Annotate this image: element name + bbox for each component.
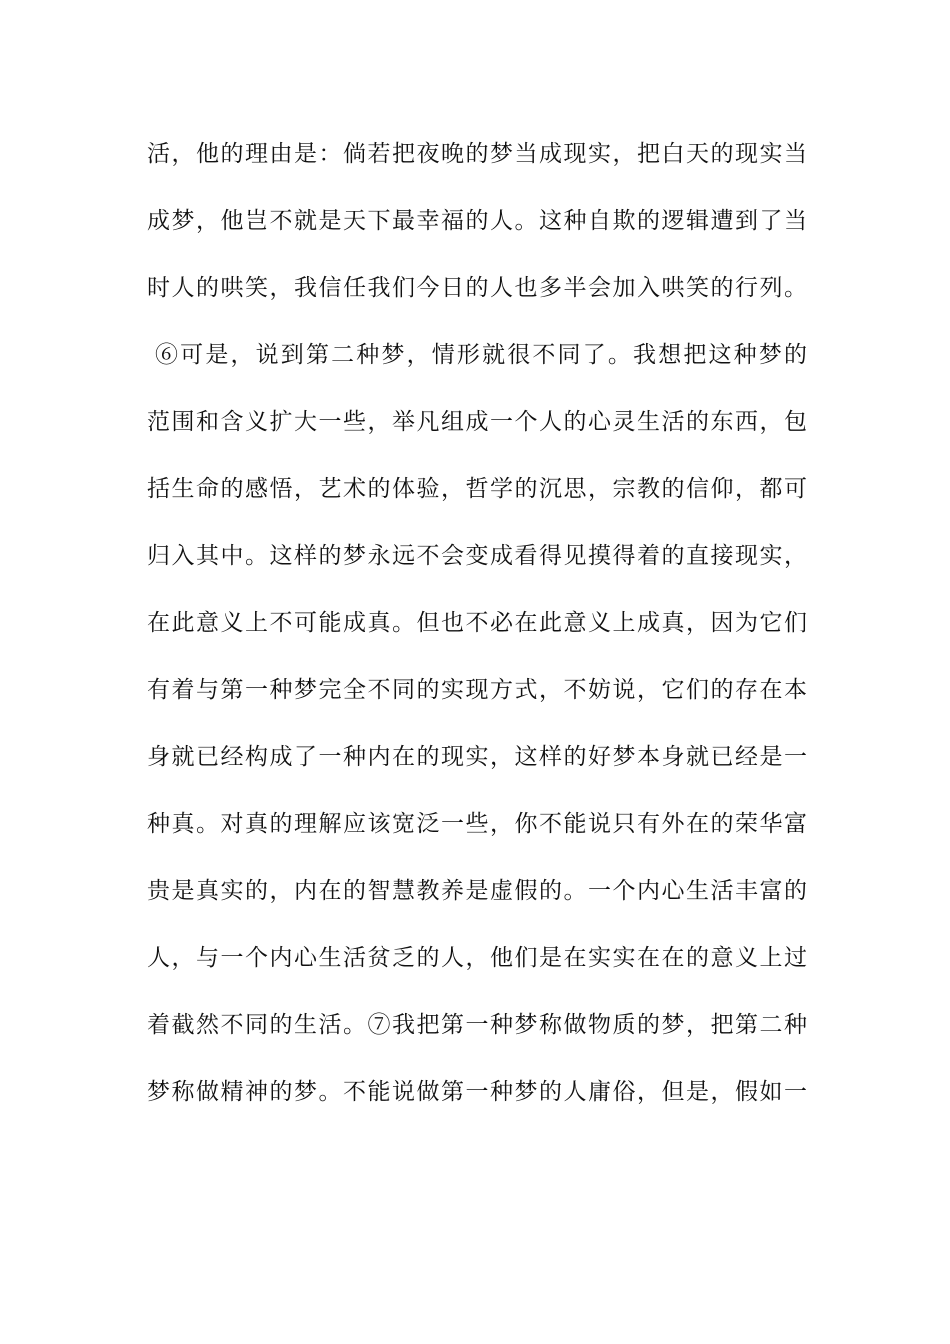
text-line-8: 在此意义上不可能成真。但也不必在此意义上成真，因为它们 <box>147 610 807 636</box>
text-line-1: 活，他的理由是：倘若把夜晚的梦当成现实，把白天的现实当 <box>147 141 807 167</box>
text-line-9: 有着与第一种梦完全不同的实现方式，不妨说，它们的存在本 <box>147 677 807 703</box>
text-line-2: 成梦，他岂不就是天下最幸福的人。这种自欺的逻辑遭到了当 <box>147 208 807 234</box>
text-line-12: 贵是真实的，内在的智慧教养是虚假的。一个内心生活丰富的 <box>147 878 807 904</box>
text-line-13: 人，与一个内心生活贫乏的人，他们是在实实在在的意义上过 <box>147 945 807 971</box>
text-line-14: 着截然不同的生活。⑦我把第一种梦称做物质的梦，把第二种 <box>147 1012 807 1038</box>
text-line-6: 括生命的感悟，艺术的体验，哲学的沉思，宗教的信仰，都可 <box>147 476 807 502</box>
text-line-3: 时人的哄笑，我信任我们今日的人也多半会加入哄笑的行列。 <box>147 275 807 301</box>
body-text <box>147 132 807 1137</box>
text-line-5: 范围和含义扩大一些，举凡组成一个人的心灵生活的东西，包 <box>147 409 807 435</box>
text-line-7: 归入其中。这样的梦永远不会变成看得见摸得着的直接现实， <box>147 543 807 569</box>
text-line-11: 种真。对真的理解应该宽泛一些，你不能说只有外在的荣华富 <box>147 811 807 837</box>
text-line-10: 身就已经构成了一种内在的现实，这样的好梦本身就已经是一 <box>147 744 807 770</box>
text-line-15: 梦称做精神的梦。不能说做第一种梦的人庸俗，但是，假如一 <box>147 1079 807 1105</box>
text-line-4: ⑥可是，说到第二种梦，情形就很不同了。我想把这种梦的 <box>155 342 807 368</box>
